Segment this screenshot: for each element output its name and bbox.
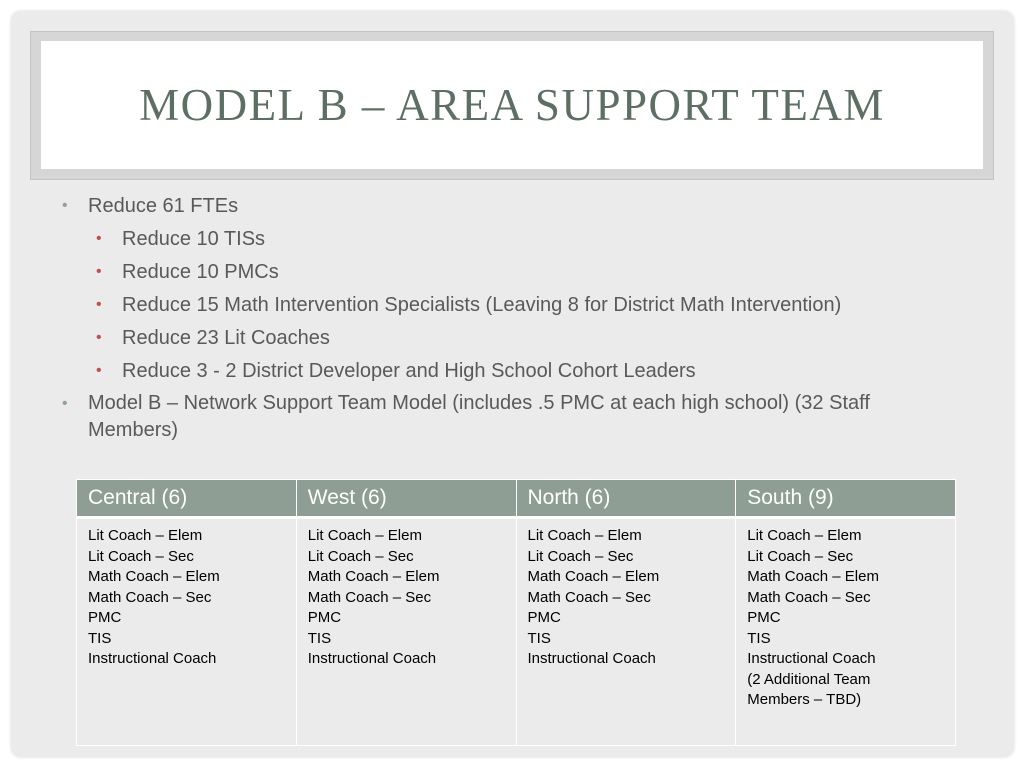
header-south: South (9) [736,480,956,518]
cell-line: Lit Coach – Sec [747,547,854,565]
bullet-dot-icon: • [96,362,102,379]
bullet-item [60,192,960,220]
cell-line: Math Coach – Elem [307,568,440,585]
cell-line: Lit Coach – Sec [307,547,414,565]
sub-bullet-text: Reduce 3 - 2 District Developer and High School Cohort Leaders [122,360,696,382]
header-central: Central (6) [77,480,297,518]
cell-line: Math Coach – Elem [88,568,220,585]
table-header-row [77,480,956,518]
cell-north [516,518,736,746]
bullet-dot-icon: • [96,329,102,346]
sub-bullet-item [60,357,960,385]
cell-line: (2 Additional Team [747,670,871,688]
cell-line: Lit Coach – Elem [88,527,203,544]
cell-line: Members – TBD) [747,691,862,708]
bullet-list [60,192,960,444]
bullet-text: Model B – Network Support Team Model (includes .5 PMC at each high school) (32 Staff Members) [88,392,870,441]
sub-bullet-text: Reduce 15 Math Intervention Specialists (Leaving 8 for District Math Intervention) [122,294,842,316]
sub-bullet-text: Reduce 23 Lit Coaches [122,327,330,349]
bullet-dot-icon: • [96,263,102,280]
cell-line: Math Coach – Elem [747,568,879,585]
sub-bullet-item [60,258,960,286]
title-box [41,41,983,169]
header-west: West (6) [296,480,516,518]
cell-line: Lit Coach – Elem [747,527,862,544]
cell-line: TIS [307,629,332,647]
cell-line: Lit Coach – Elem [527,527,642,544]
cell-line: TIS [527,629,551,647]
header-north: North (6) [516,480,736,518]
cell-line: Math Coach – Sec [88,588,212,606]
cell-west [296,518,516,746]
cell-line: Instructional Coach [747,650,876,667]
slide-title: MODEL B – AREA SUPPORT TEAM [139,80,885,130]
sub-bullet-item [60,324,960,352]
cell-line: Instructional Coach [88,650,217,667]
cell-central [77,518,297,746]
cell-line: Math Coach – Sec [307,588,432,606]
staff-table [76,479,956,746]
sub-bullet-text: Reduce 10 PMCs [122,261,279,283]
cell-line: Instructional Coach [527,650,656,667]
cell-line: Math Coach – Sec [527,588,651,606]
bullet-dot-icon: • [96,296,102,313]
cell-line: PMC [307,609,342,626]
cell-line: TIS [88,629,112,647]
sub-bullet-text: Reduce 10 TISs [122,228,266,250]
cell-south [736,518,956,746]
sub-bullet-item [60,291,960,319]
bullet-dot-icon: • [62,197,68,214]
cell-line: PMC [747,609,781,626]
title-frame [30,31,994,180]
table-row [77,518,956,746]
bullet-item [60,390,960,444]
cell-line: TIS [747,629,771,647]
bullet-dot-icon: • [96,230,102,247]
sub-bullet-item [60,225,960,253]
cell-line: Math Coach – Sec [747,588,871,606]
cell-line: Lit Coach – Elem [307,527,422,544]
cell-line: Instructional Coach [307,650,437,667]
bullet-text: Reduce 61 FTEs [88,195,239,217]
cell-line: Lit Coach – Sec [88,547,194,565]
cell-line: PMC [527,609,561,626]
cell-line: Math Coach – Elem [527,568,660,585]
bullet-dot-icon: • [62,395,68,412]
cell-line: Lit Coach – Sec [527,547,634,565]
cell-line: PMC [88,609,122,626]
